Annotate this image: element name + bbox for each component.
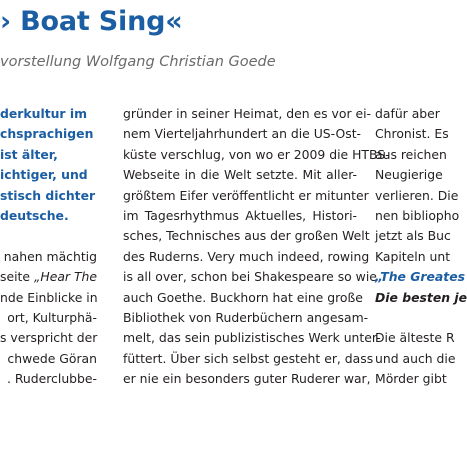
body-line: nen bibliopho <box>375 208 460 224</box>
body-line: jetzt als Buc <box>375 228 451 244</box>
lead-line: derkultur im <box>0 106 88 121</box>
lead-line: ichtiger, und <box>0 167 88 183</box>
lead-line: stisch dichter <box>0 187 96 203</box>
body-line: Chronist. Es <box>375 126 449 142</box>
column-right <box>375 104 465 390</box>
body-line: s verspricht der <box>0 330 98 346</box>
body-line: nde Einblicke in <box>0 289 98 305</box>
body-line: Kapiteln unt <box>375 248 451 264</box>
body-line: Die älteste R <box>375 330 455 346</box>
body-line: Mörder gibt <box>375 371 447 387</box>
body-line: sches, Technisches aus der großen Welt <box>123 228 370 244</box>
body-line: aus reichen <box>375 146 447 162</box>
body-line: auch Goethe. Buckhorn hat eine große <box>123 289 363 305</box>
body-line: nem Vierteljahrhundert an die US-Ost- <box>123 126 362 142</box>
body-line <box>0 267 97 287</box>
article-subtitle: vorstellung Wolfgang Christian Goede <box>0 54 276 70</box>
body-line: im Tagesrhythmus Aktuelles, Histori- <box>123 208 357 224</box>
body-line: des Ruderns. Very much indeed, rowing <box>123 248 370 264</box>
paragraph-gap <box>0 226 97 246</box>
body-line: chwede Göran <box>7 350 97 366</box>
body-line: ort, Kulturphä- <box>7 310 97 326</box>
body-line: küste verschlug, von wo er 2009 die HTBS- <box>123 146 390 162</box>
body-line: füttert. Über sich selbst gesteht er, dass <box>123 350 374 366</box>
lead-line: chsprachigen <box>0 126 94 142</box>
body-line: Webseite in die Welt setzte. Mit aller- <box>123 167 357 183</box>
book-title-quote: „The Greates <box>375 269 465 285</box>
body-line: melt, das sein publizistisches Werk unter- <box>123 330 381 346</box>
body-line: is all over, schon bei Shakespeare so wie <box>123 269 377 285</box>
column-middle <box>123 104 390 390</box>
body-line: Neugierige <box>375 167 443 183</box>
article-title: › Boat Sing« <box>0 6 183 37</box>
body-line: gründer in seiner Heimat, den es vor ei- <box>123 106 372 121</box>
book-title-quote: „Hear The <box>33 269 97 285</box>
body-line: Bibliothek von Ruderbüchern angesam- <box>123 310 369 326</box>
body-line: und auch die <box>375 350 456 366</box>
body-text: seite <box>0 269 34 285</box>
lead-line: ist älter, <box>0 146 58 162</box>
lead-line: deutsche. <box>0 208 69 224</box>
body-line: . Ruderclubbe- <box>6 371 97 387</box>
body-line: größtem Eifer veröffentlicht er mitunter <box>123 187 369 203</box>
body-line: dafür aber <box>375 106 440 121</box>
body-line: nahen mächtig <box>3 248 97 264</box>
paragraph-gap <box>375 308 465 328</box>
body-line: er nie ein besonders guter Ruderer war, <box>123 371 371 387</box>
book-subtitle-quote: Die besten je <box>375 289 467 305</box>
body-line: verlieren. Die <box>375 187 459 203</box>
column-left <box>0 104 97 390</box>
